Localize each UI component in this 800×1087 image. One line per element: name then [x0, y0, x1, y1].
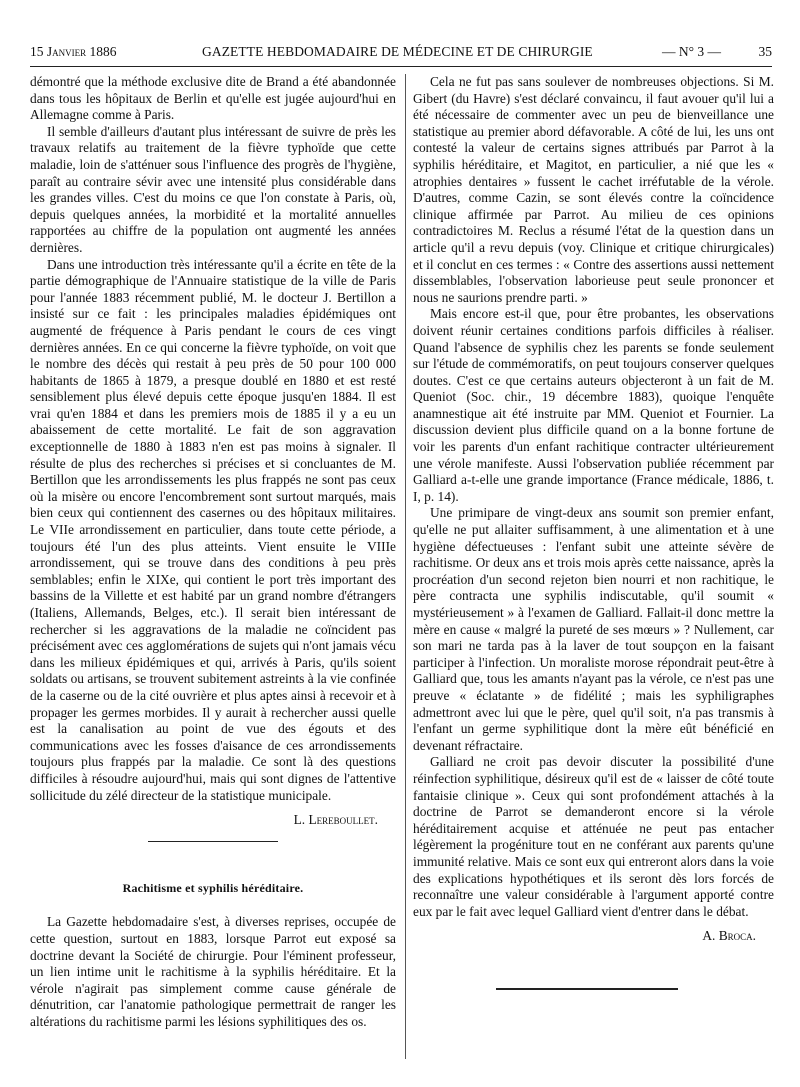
header-page-number: 35: [758, 44, 772, 59]
article-separator-rule: [148, 841, 278, 842]
right-paragraph-4: Galliard ne croit pas devoir discuter la possibilité d'une réinfection syphilitique, désireux qu'il est de « laisser de côté toute fantaisie clinique ». Ceux qui sont profondément attachés à la doctrine de Parrot se demanderont encore si la vérole héréditairement acquise et atténuée ne peut pas entacher légèrement la progéniture tout en ne conférant aux parents qu'une immunité relative. Mais ce sont eux qui entreront alors dans la voie des explications hypothétiques et ils seront dès lors forcés de reconnaître une valeur considérable à l'argument apporté contre eux par le fait avec lequel Galliard vient d'entrer dans le débat.: [413, 754, 774, 919]
header-issue-number: — N° 3 —: [662, 44, 722, 59]
left-column: [30, 74, 396, 1030]
left-paragraph-3: Dans une introduction très intéressante qu'il a écrite en tête de la partie démographique de l'Annuaire statistique de la ville de Paris pour l'année 1883 récemment publié, M. le docteur J. Bertillon a insisté sur ce fait : les principales maladies épidémiques ont augmenté de fréquence à Paris pendant le cours de ces vingt dernières années. En ce qui concerne la fièvre typhoïde, on voit que le nombre des décès qui restait à peu près de 50 pour 100 000 habitants de 1865 à 1879, a presque doublé en 1880 et est resté sensiblement plus élevé depuis cette époque jusqu'en 1884. Il est vrai qu'en 1884 et dans les premiers mois de 1885 il y a eu un abaissement de cette mortalité. Le fait de son aggravation exceptionnelle de 1880 à 1883 n'en est pas moins à signaler. Il résulte de plus des recherches si précises et si concluantes de M. Bertillon que les arrondissements les plus frappés ne sont pas ceux où la misère ou encore l'encombrement sont surtout marqués, mais bien ceux qui contiennent des casernes ou des hôpitaux militaires. Le VIIe arrondissement en particulier, dans toute cette période, a toujours été l'un des plus atteints. Vient ensuite le VIIIe arrondissement, qui se trouve dans des conditions à peu près semblables; enfin le XIXe, qui contient le port très important des bassins de la Villette et est habité par un grand nombre d'étrangers (Italiens, Allemands, Belges, etc.). Il serait bien intéressant de rechercher si les aggravations de la maladie ne coïncident pas précisément avec ces agglomérations de sujets qui n'ont jamais vécu dans les milieux épidémiques et qui, arrivés à Paris, qu'ils soient soldats ou artisans, se trouvent subitement astreints à la vie confinée de la caserne ou de la cité ouvrière et plus aptes ainsi à recevoir et à propager les germes morbides. Il y aurait à rechercher aussi quelle est la canalisation au point de vue des égouts et des communications avec les fosses d'aisance de ces arrondissements toujours plus frappés par la maladie. Ce sont là des questions difficiles à résoudre aujourd'hui, mais qui sont dignes de l'attentive sollicitude du zélé directeur de la statistique municipale.: [30, 256, 396, 803]
end-rule: [496, 988, 678, 990]
left-paragraph-4: La Gazette hebdomadaire s'est, à diverses reprises, occupée de cette question, surtout en 1883, lorsque Parrot eut exposé sa doctrine devant la Société de chirurgie. Pour l'éminent professeur, un lien intime unit le rachitisme à la syphilis héréditaire. Et la vérole n'agirait pas simplement comme cause générale de dénutrition, car l'anatomie pathologique permettrait de ranger les altérations du rachitisme parmi les lésions syphilitiques des os.: [30, 914, 396, 1029]
right-paragraph-3: Une primipare de vingt-deux ans soumit son premier enfant, qu'elle ne put allaiter suffisamment, à une alimentation et à une hygiène défectueuses : l'enfant subit une atteinte sévère de rachitisme. Or deux ans et trois mois après cette naissance, après la procréation d'un second rejeton bien nourri et non rachitique, le père contracta une syphilis indiscutable, qu'il soumit « mystérieusement » à l'examen de Galliard. Fallait-il donc mettre la mère en cause « malgré la pureté de ses mœurs » ? Nullement, car son mari ne tarda pas à la laver de tout soupçon en la faisant participer à l'infection. Un moraliste morose répondrait peut-être à Galliard que, tous les amants n'ayant pas la vérole, ce n'est pas une preuve « éclatante » de fidélité ; mais les syphiligraphes admettront avec lui que le père, quel qu'il soit, n'a pas transmis à l'enfant un germe syphilitique dont la mère eût bénéficié en devenant réfractaire.: [413, 505, 774, 753]
left-signature: L. Lereboullet.: [293, 812, 378, 828]
left-paragraph-2: Il semble d'ailleurs d'autant plus intéressant de suivre de près les travaux relatifs au traitement de la fièvre typhoïde que cette maladie, loin de s'atténuer sous l'influence des progrès de l'hygiène, paraît au contraire sévir avec une intensité plus considérable dans les grandes villes. C'est du moins ce que l'on constate à Paris, où, depuis quelques années, la morbidité et la mortalité annuelles rapportées au chiffre de la population ont augmenté les années dernières.: [30, 123, 396, 255]
left-paragraph-1: démontré que la méthode exclusive dite de Brand a été abandonnée dans tous les hôpitaux de Berlin et qu'elle est jugée aujourd'hui en Allemagne comme à Paris.: [30, 74, 396, 123]
right-paragraph-2: Mais encore est-il que, pour être probantes, les observations doivent réunir certaines conditions parfois difficiles à réaliser. Quand l'absence de syphilis chez les parents se fonde seulement sur l'étude de commémoratifs, on peut toujours conserver quelques doutes. C'est ce que certains auteurs objecteront à un fait de M. Queniot (Soc. chir., 19 décembre 1883), quoique l'enquête anamnestique ait été instruite par MM. Queniot et Fournier. La discussion devient plus difficile quand on a la bonne fortune de voir les parents d'un enfant rachitique contracter ultérieurement une vérole manifeste. Aussi l'observation publiée récemment par Galliard a-t-elle une grande importance (France médicale, 1886, t. I, p. 14).: [413, 306, 774, 504]
header-journal-title: GAZETTE HEBDOMADAIRE DE MÉDECINE ET DE CHIRURGIE: [202, 44, 593, 59]
right-column: [413, 74, 774, 945]
right-signature: A. Broca.: [702, 928, 756, 944]
column-divider: [405, 74, 406, 1059]
running-header: [30, 42, 772, 67]
header-date: 15 Janvier 1886: [30, 44, 117, 59]
section-title: Rachitisme et syphilis héréditaire.: [122, 880, 304, 895]
right-paragraph-1: Cela ne fut pas sans soulever de nombreuses objections. Si M. Gibert (du Havre) s'est déclaré convaincu, il faut avouer qu'il lui a été nécessaire de commenter avec un peu de bienveillance une statistique au premier abord défavorable. A côté de lui, les uns ont contesté la valeur de certains signes attribués par Parrot à la syphilis héréditaire, et Magitot, en particulier, a nié que les « atrophies dentaires » fussent le cachet irréfutable de la vérole. D'autres, comme Cazin, se sont élevés contre la coïncidence clinique affirmée par Parrot. Au milieu de ces opinions contradictoires M. Reclus a résumé l'état de la question dans un article qu'il a revu depuis (voy. Clinique et critique chirurgicales) et il conclut en ces termes : « Contre des assertions aussi nettement dissemblables, l'observation laborieuse peut seule prononcer et nous ne saurions prendre parti. »: [413, 74, 774, 305]
